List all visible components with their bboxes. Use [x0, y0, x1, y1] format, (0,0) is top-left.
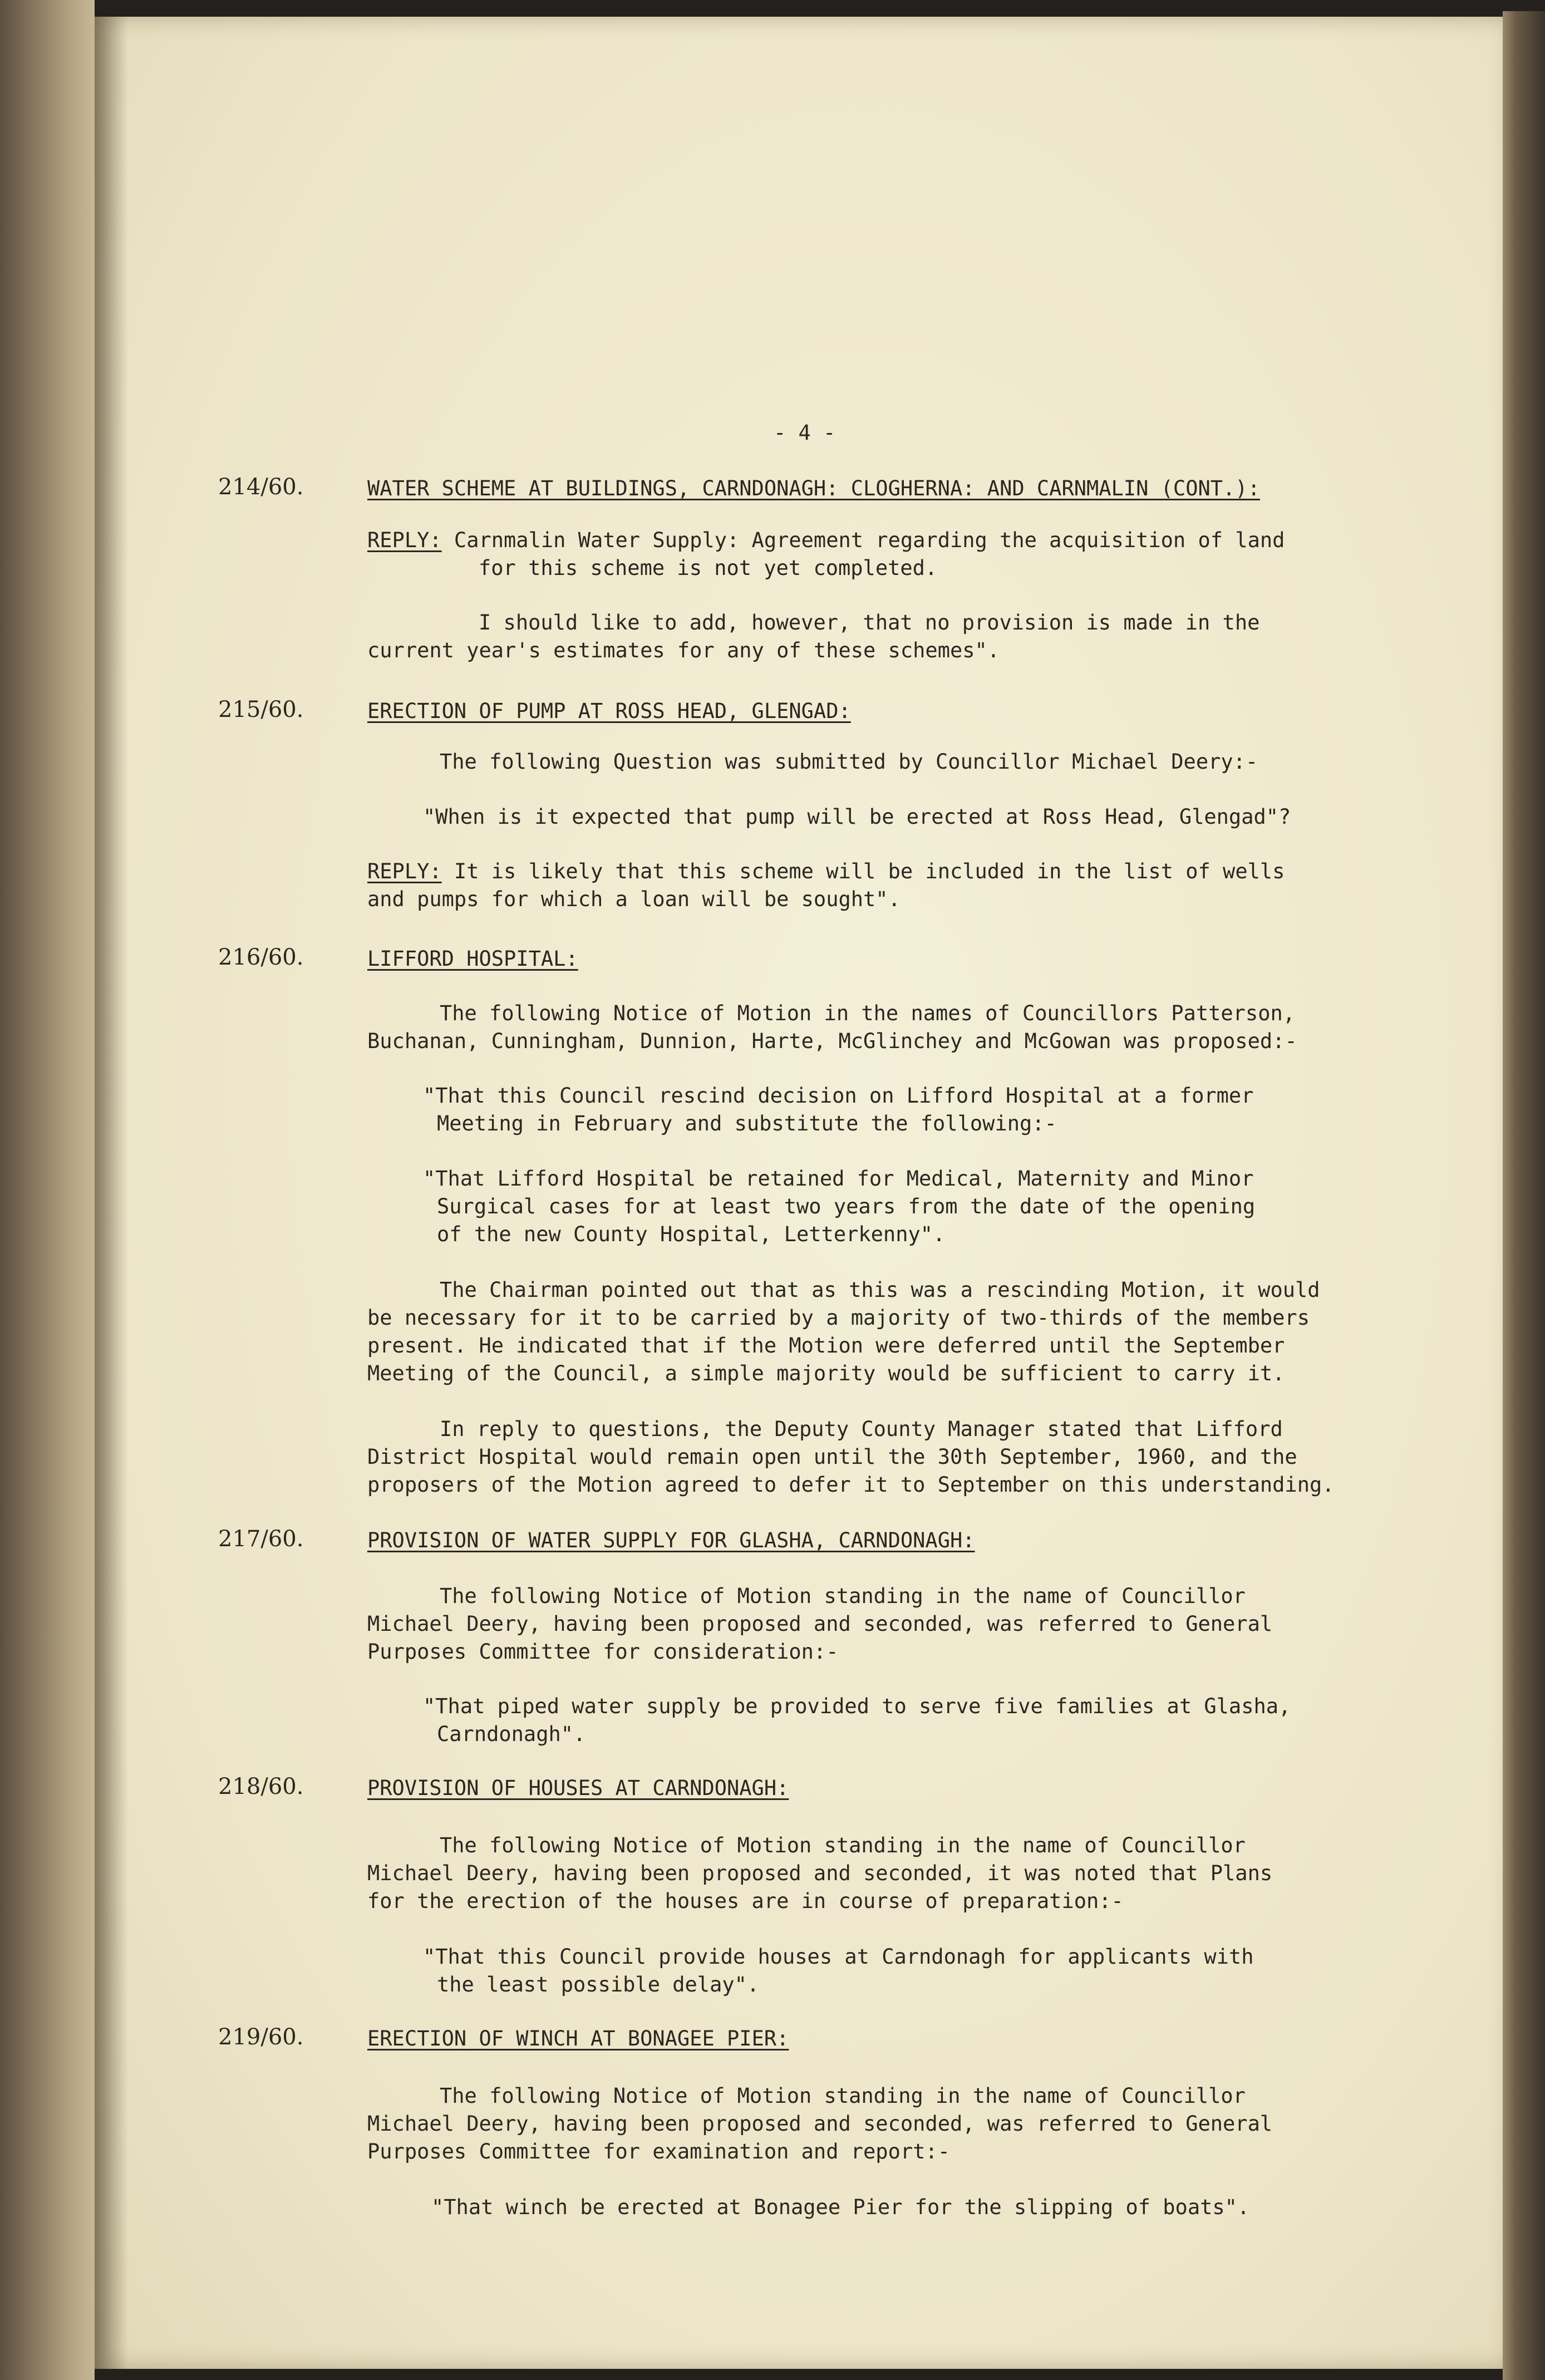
quote-line: the least possible delay".	[437, 1973, 760, 1997]
quote-line: of the new County Hospital, Letterkenny".	[437, 1222, 946, 1246]
paragraph-line: present. He indicated that if the Motion were deferred until the September	[367, 1334, 1285, 1358]
quote-line: "That winch be erected at Bonagee Pier for the slipping of boats".	[431, 2195, 1250, 2219]
paragraph-line: proposers of the Motion agreed to defer it to September on this understanding.	[367, 1473, 1335, 1497]
reply-label: REPLY:	[367, 528, 442, 552]
right-page-edges	[1503, 11, 1545, 2380]
intro-line: Michael Deery, having been proposed and seconded, was referred to General	[367, 2112, 1273, 2136]
paragraph-line: be necessary for it to be carried by a majority of two-thirds of the members	[367, 1306, 1310, 1330]
intro-line: Michael Deery, having been proposed and seconded, was referred to General	[367, 1612, 1273, 1636]
quote-line: Carndonagh".	[437, 1722, 586, 1746]
minute-heading: ERECTION OF WINCH AT BONAGEE PIER:	[367, 2027, 789, 2050]
question-line: "When is it expected that pump will be erected at Ross Head, Glengad"?	[423, 805, 1291, 829]
intro-line: The following Notice of Motion standing in the name of Councillor	[440, 1833, 1246, 1857]
minute-number: 215/60.	[218, 697, 304, 722]
reply-paragraph	[367, 526, 1285, 554]
paragraph-line: current year's estimates for any of these schemes".	[367, 638, 1000, 662]
minute-heading: ERECTION OF PUMP AT ROSS HEAD, GLENGAD:	[367, 699, 851, 723]
paragraph-line: I should like to add, however, that no provision is made in the	[479, 611, 1260, 635]
paragraph-line: Meeting of the Council, a simple majority would be sufficient to carry it.	[367, 1361, 1285, 1385]
minute-heading: LIFFORD HOSPITAL:	[367, 947, 578, 971]
minute-heading: WATER SCHEME AT BUILDINGS, CARNDONAGH: CLOGHERNA: AND CARNMALIN (CONT.):	[367, 476, 1260, 500]
quote-line: Meeting in February and substitute the following:-	[437, 1112, 1057, 1135]
intro-line: Michael Deery, having been proposed and seconded, it was noted that Plans	[367, 1861, 1273, 1885]
intro-line: The following Notice of Motion in the names of Councillors Patterson,	[440, 1001, 1296, 1025]
intro-line: for the erection of the houses are in course of preparation:-	[367, 1889, 1124, 1913]
reply-label: REPLY:	[367, 859, 442, 883]
gutter-shadow	[95, 17, 128, 2369]
reply-text-line: for this scheme is not yet completed.	[479, 556, 938, 580]
reply-text: Carnmalin Water Supply: Agreement regarding the acquisition of land	[441, 528, 1285, 552]
intro-line: Buchanan, Cunningham, Dunnion, Harte, McGlinchey and McGowan was proposed:-	[367, 1029, 1297, 1053]
quote-line: "That Lifford Hospital be retained for Medical, Maternity and Minor	[423, 1167, 1254, 1191]
paragraph-line: In reply to questions, the Deputy County Manager stated that Lifford	[440, 1417, 1283, 1441]
intro-line: Purposes Committee for examination and report:-	[367, 2140, 950, 2163]
quote-line: "That piped water supply be provided to serve five families at Glasha,	[423, 1694, 1291, 1718]
quote-line: "That this Council provide houses at Carndonagh for applicants with	[423, 1945, 1254, 1969]
minute-number: 218/60.	[218, 1774, 304, 1799]
minute-number: 217/60.	[218, 1526, 304, 1552]
minute-heading: PROVISION OF HOUSES AT CARNDONAGH:	[367, 1776, 789, 1800]
quote-line: "That this Council rescind decision on Lifford Hospital at a former	[423, 1084, 1254, 1108]
reply-text: It is likely that this scheme will be included in the list of wells	[441, 859, 1285, 883]
minute-number: 216/60.	[218, 945, 304, 970]
reply-paragraph	[367, 857, 1285, 886]
intro-line: Purposes Committee for consideration:-	[367, 1640, 839, 1664]
quote-line: Surgical cases for at least two years from the date of the opening	[437, 1194, 1256, 1218]
minute-number: 214/60.	[218, 474, 304, 500]
paragraph-line: The Chairman pointed out that as this was a rescinding Motion, it would	[440, 1278, 1320, 1302]
minute-number: 219/60.	[218, 2024, 304, 2050]
reply-text-line: and pumps for which a loan will be sought".	[367, 887, 901, 911]
intro-line: The following Notice of Motion standing in the name of Councillor	[440, 1584, 1246, 1608]
paragraph-line: District Hospital would remain open until the 30th September, 1960, and the	[367, 1445, 1297, 1469]
minute-heading: PROVISION OF WATER SUPPLY FOR GLASHA, CARNDONAGH:	[367, 1528, 975, 1552]
intro-line: The following Notice of Motion standing in the name of Councillor	[440, 2084, 1246, 2108]
intro-line: The following Question was submitted by Councillor Michael Deery:-	[440, 750, 1258, 774]
left-page-edge	[0, 0, 95, 2380]
page-number: - 4 -	[774, 421, 836, 445]
